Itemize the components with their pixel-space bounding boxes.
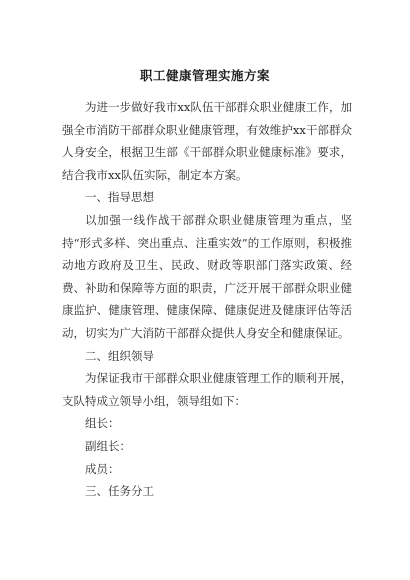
section-heading-task-assignment: 三、任务分工 (85, 484, 154, 499)
leader-field: 组长： (85, 416, 120, 431)
document-title: 职工健康管理实施方案 (139, 68, 270, 83)
section-heading-organization: 二、组织领导 (85, 348, 154, 363)
deputy-leader-field: 副组长： (85, 438, 131, 453)
document-body (62, 96, 352, 503)
members-field: 成员： (85, 461, 120, 476)
organization-paragraph: 为保证我市干部群众职业健康管理工作的顺利开展，支队特成立领导小组，领导组如下： (62, 371, 352, 408)
intro-paragraph: 为进一步做好我市xx队伍干部群众职业健康工作，加强全市消防干部群众职业健康管理，有效维护xx干部群众人身安全，根据卫生部《干部群众职业健康标准》要求，结合我市xx队伍实际，制定本方案。 (62, 100, 352, 182)
section-heading-guiding-ideology: 一、指导思想 (85, 190, 154, 205)
guiding-ideology-paragraph: 以加强一线作战干部群众职业健康管理为重点，坚持“形式多样、突出重点、注重实效”的工作原则，积极推动地方政府及卫生、民政、财政等职部门落实政策、经费、补助和保障等方面的职责，广泛开展干部群众职业健康监护、健康管理、健康保障、健康促进及健康评估等活动，切实为广大消防干部群众提供人身安全和健康保证。 (62, 212, 352, 340)
